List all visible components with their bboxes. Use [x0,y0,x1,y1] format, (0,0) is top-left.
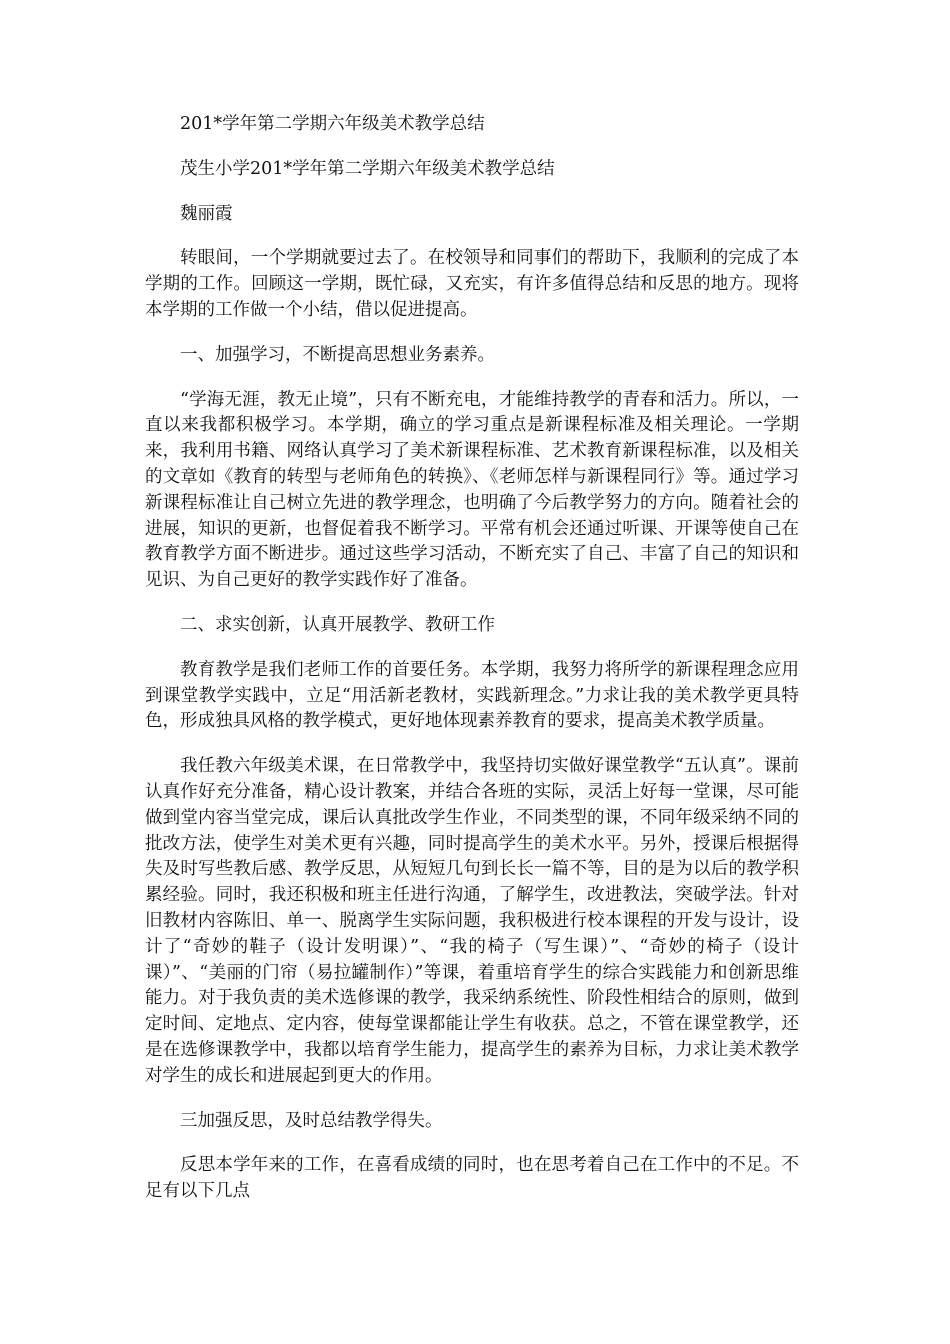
section-heading-1: 一、加强学习，不断提高思想业务素养。 [180,344,495,365]
document-page [145,112,799,1224]
paragraph-section-2b: 我任教六年级美术课，在日常教学中，我坚持切实做好课堂教学“五认真”。课前认真作好充分准备，精心设计教案，并结合各班的实际，灵活上好每一堂课，尽可能做到堂内容当堂完成，课后认真批改学生作业，不同类型的课，不同年级采纳不同的批改方法，使学生对美术更有兴趣，同时提高学生的美术水平。另外，授课后根据得失及时写些教后感、教学反思，从短短几句到长长一篇不等，目的是为以后的教学积累经验。同时，我还积极和班主任进行沟通，了解学生，改进教法，突破学法。针对旧教材内容陈旧、单一、脱离学生实际问题，我积极进行校本课程的开发与设计，设计了“奇妙的鞋子（设计发明课）”、“我的椅子（写生课）”、“奇妙的椅子（设计课）”、“美丽的门帘（易拉罐制作）”等课，着重培育学生的综合实践能力和创新思维能力。对于我负责的美术选修课的教学，我采纳系统性、阶段性相结合的原则，做到定时间、定地点、定内容，使每堂课都能让学生有收获。总之，不管在课堂教学，还是在选修课教学中，我都以培育学生能力，提高学生的素养为目标，力求让美术教学对学生的成长和进展起到更大的作用。 [145,756,799,1086]
paragraph-section-2a: 教育教学是我们老师工作的首要任务。本学期，我努力将所学的新课程理念应用到课堂教学实践中，立足“用活新老教材，实践新理念。”力求让我的美术教学更具特色，形成独具风格的教学模式，更好地体现素养教育的要求，提高美术教学质量。 [145,659,799,732]
paragraph-section-1: “学海无涯，教无止境”，只有不断充电，才能维持教学的青春和活力。所以，一直以来我都积极学习。本学期，确立的学习重点是新课程标准及相关理论。一学期来，我利用书籍、网络认真学习了美术新课程标准、艺术教育新课程标准，以及相关的文章如《教育的转型与老师角色的转换》、《老师怎样与新课程同行》等。通过学习新课程标准让自己树立先进的教学理念，也明确了今后教学努力的方向。随着社会的进展，知识的更新，也督促着我不断学习。平常有机会还通过听课、开课等使自己在教育教学方面不断进步。通过这些学习活动，不断充实了自己、丰富了自己的知识和见识、为自己更好的教学实践作好了准备。 [145,389,799,591]
document-subtitle: 茂生小学201*学年第二学期六年级美术教学总结 [180,158,555,179]
document-author: 魏丽霞 [180,203,233,224]
paragraph-section-3: 反思本学年来的工作，在喜看成绩的同时，也在思考着自己在工作中的不足。不足有以下几点 [145,1155,799,1202]
document-title: 201*学年第二学期六年级美术教学总结 [180,114,485,134]
section-heading-3: 三加强反思，及时总结教学得失。 [180,1110,443,1131]
section-heading-2: 二、求实创新，认真开展教学、教研工作 [180,614,495,635]
paragraph-intro: 转眼间，一个学期就要过去了。在校领导和同事们的帮助下，我顺利的完成了本学期的工作。回顾这一学期，既忙碌，又充实，有许多值得总结和反思的地方。现将本学期的工作做一个小结，借以促进提高。 [145,248,799,320]
